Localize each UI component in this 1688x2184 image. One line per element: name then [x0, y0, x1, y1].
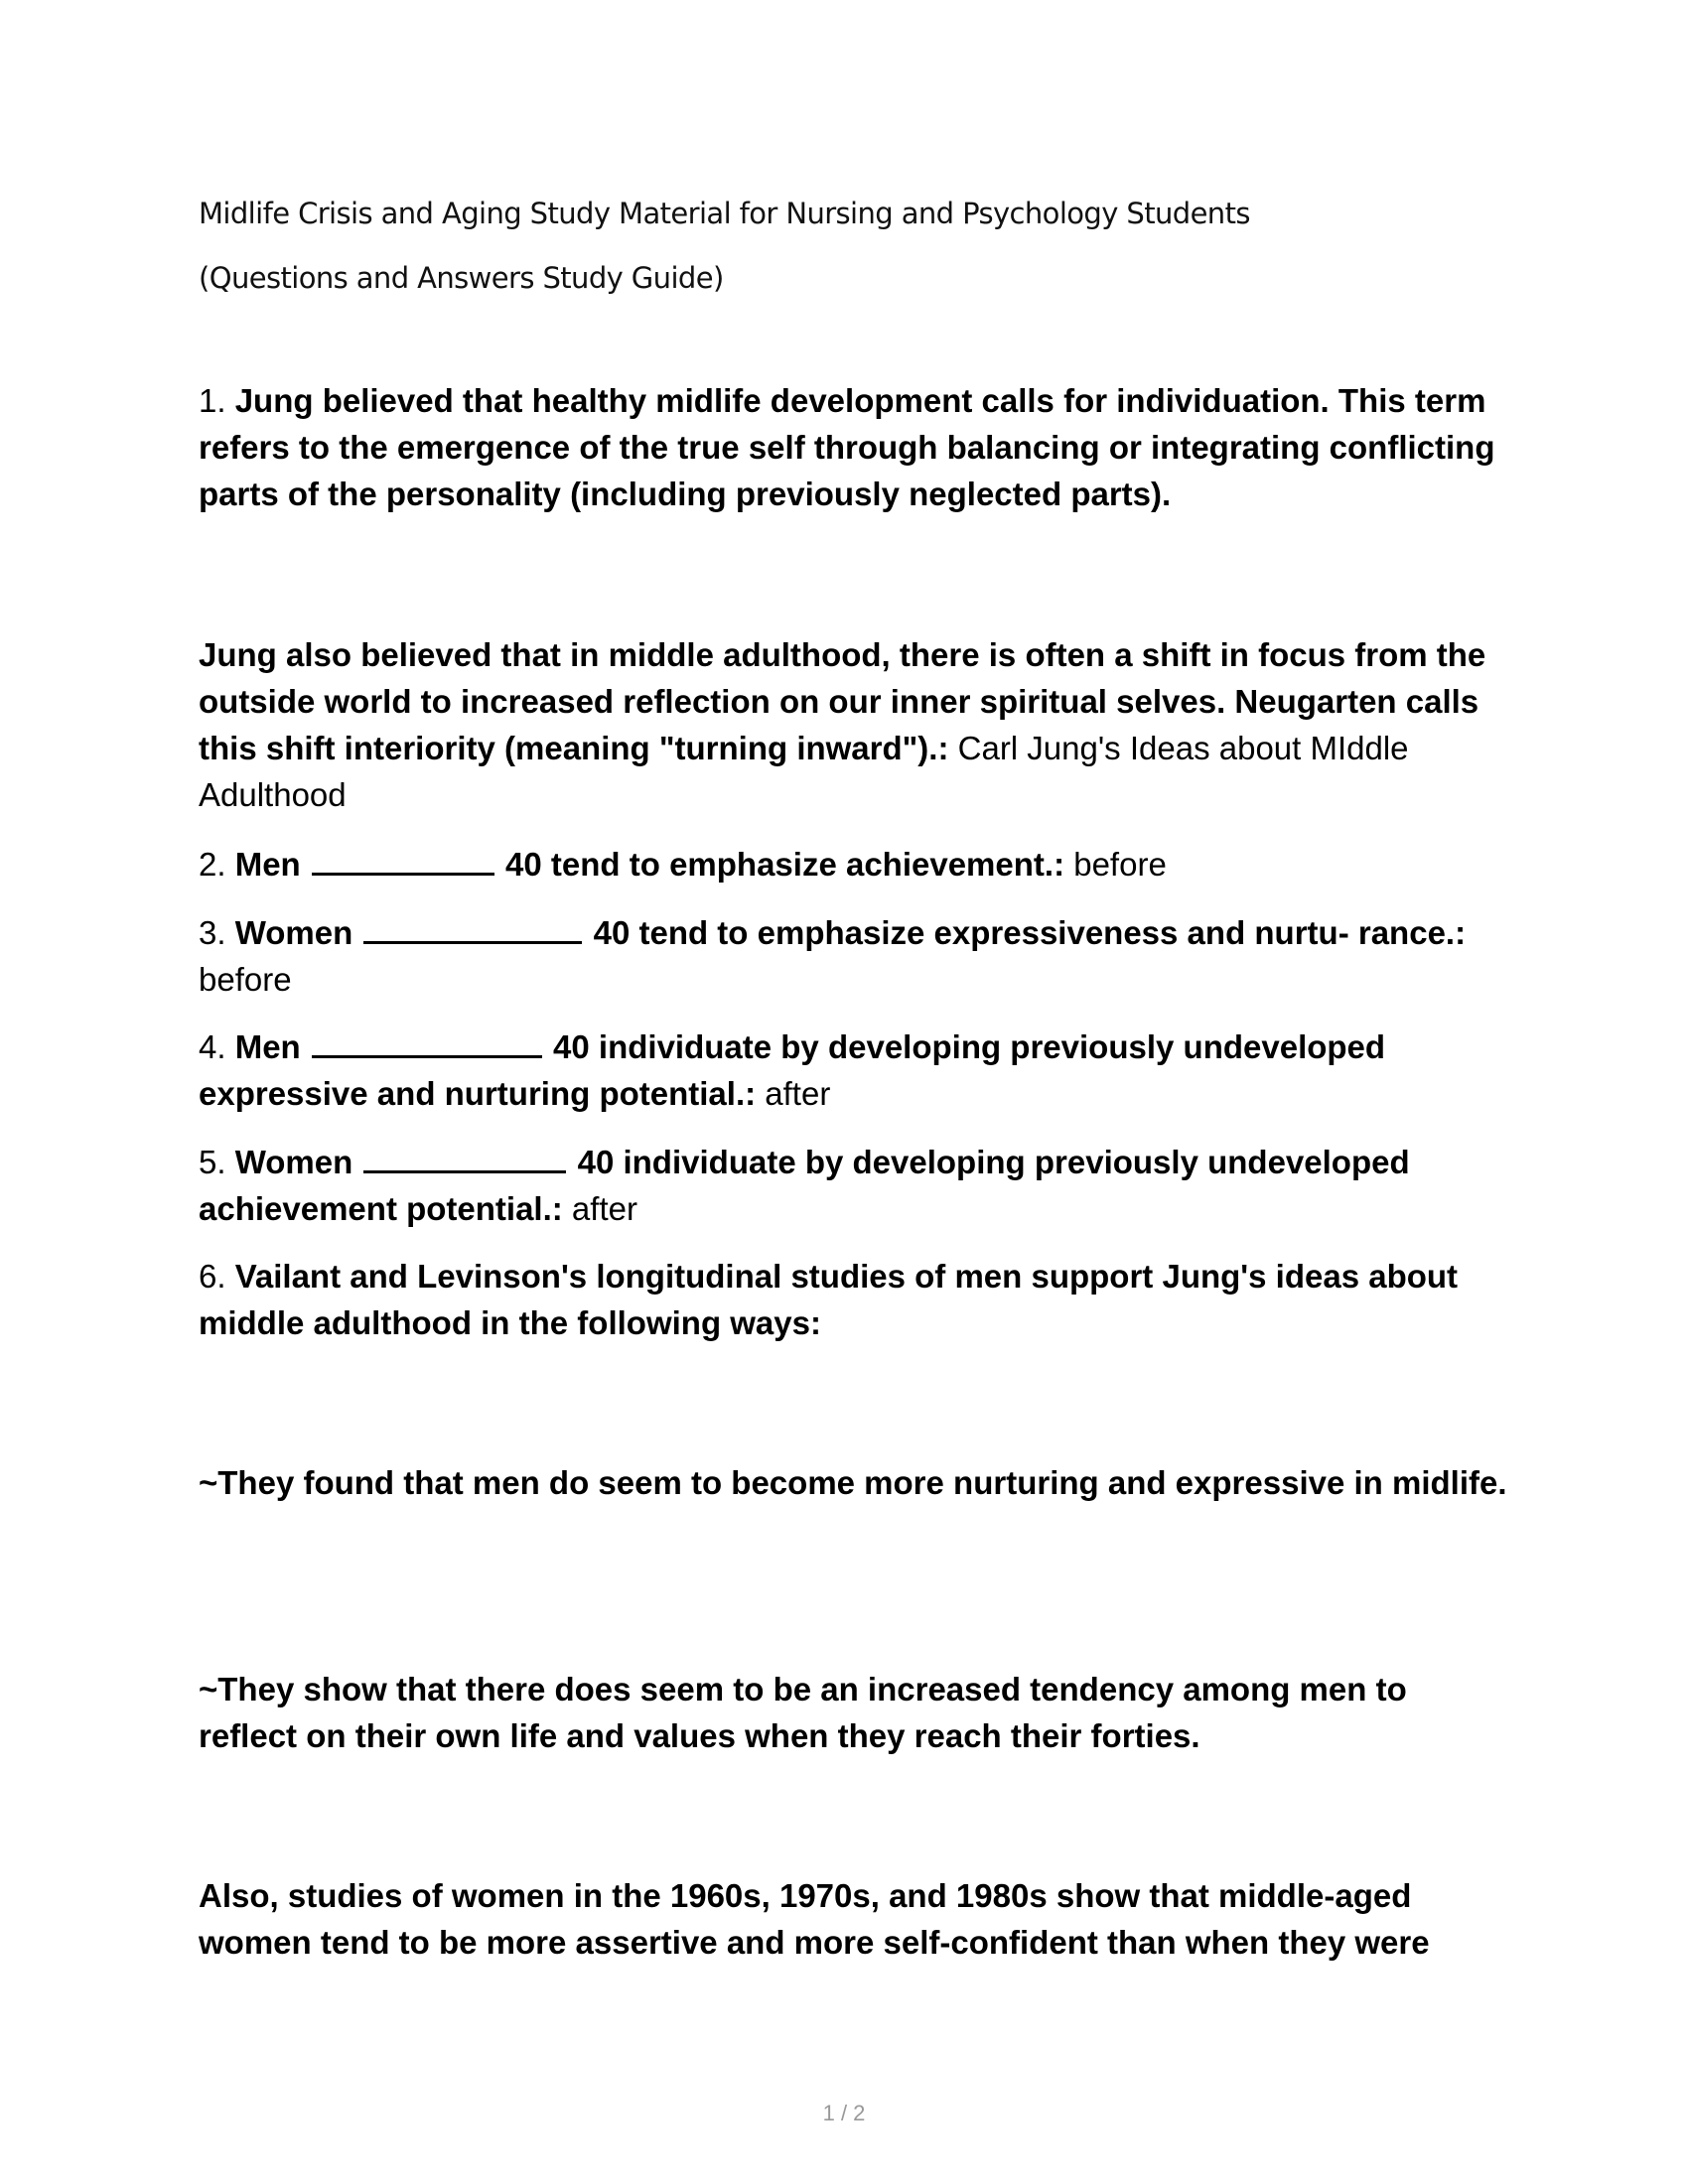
- answer-text: before: [199, 961, 292, 998]
- question-text-pre: Women: [234, 914, 353, 951]
- question-number: 5.: [199, 1144, 235, 1180]
- fill-blank: [312, 845, 494, 876]
- question-text-post: 40 tend to emphasize expressiveness and nurtu- rance.:: [593, 914, 1467, 951]
- answer-text: after: [756, 1075, 831, 1112]
- question-text: Jung also believed that in middle adulthood, there is often a shift in focus from the outside world to increased reflection on our inner spiritual selves. Neugarten calls this shift interiority (meaning "turning inward").:: [199, 636, 1486, 766]
- question-3: [199, 909, 1509, 1003]
- question-2: [199, 841, 1509, 887]
- question-text-post: 40 tend to emphasize achievement.:: [505, 846, 1065, 883]
- question-4: [199, 1024, 1509, 1117]
- question-text-post: 40 individuate by developing previously undeveloped achievement potential.:: [199, 1144, 1410, 1227]
- question-text: Jung believed that healthy midlife development calls for individuation. This term refers to the emergence of the true self through balancing or integrating conflicting parts of the personality (including previously neglected parts).: [199, 382, 1495, 512]
- question-text-pre: Men: [234, 846, 301, 883]
- answer-point: Also, studies of women in the 1960s, 1970s, and 1980s show that middle-aged women tend to be more assertive and more self-confident than when they were: [199, 1877, 1430, 1961]
- answer-point: ~They show that there does seem to be an increased tendency among men to reflect on their own life and values when they reach their forties.: [199, 1671, 1407, 1754]
- question-text-pre: Men: [234, 1028, 301, 1065]
- question-number: 2.: [199, 846, 235, 883]
- question-number: 6.: [199, 1258, 235, 1295]
- question-number: 1.: [199, 382, 235, 419]
- answer-text: after: [562, 1190, 637, 1227]
- question-6: [199, 1253, 1509, 1346]
- question-number: 4.: [199, 1028, 235, 1065]
- question-number: 3.: [199, 914, 235, 951]
- question-text: Vailant and Levinson's longitudinal studies of men support Jung's ideas about middle adulthood in the following ways:: [199, 1258, 1459, 1341]
- question-6-point-a: [199, 1459, 1509, 1506]
- fill-blank: [312, 1027, 542, 1058]
- answer-text: before: [1064, 846, 1167, 883]
- question-1: [199, 377, 1509, 517]
- question-6-point-b: [199, 1666, 1509, 1759]
- fill-blank: [363, 1143, 566, 1173]
- question-5: [199, 1139, 1509, 1232]
- question-1-continuation: [199, 631, 1509, 818]
- document-title: Midlife Crisis and Aging Study Material for Nursing and Psychology Students: [199, 197, 1250, 230]
- question-text-pre: Women: [234, 1144, 353, 1180]
- page-indicator: 1 / 2: [822, 2101, 866, 2125]
- question-6-point-c: [199, 1872, 1509, 1966]
- document-subtitle: (Questions and Answers Study Guide): [199, 261, 724, 295]
- fill-blank: [363, 913, 582, 944]
- answer-point: ~They found that men do seem to become more nurturing and expressive in midlife.: [199, 1464, 1507, 1501]
- question-text-post: 40 individuate by developing previously undeveloped expressive and nurturing potential.:: [199, 1028, 1386, 1112]
- answer-text: Carl Jung's Ideas about MIddle Adulthood: [199, 730, 1409, 813]
